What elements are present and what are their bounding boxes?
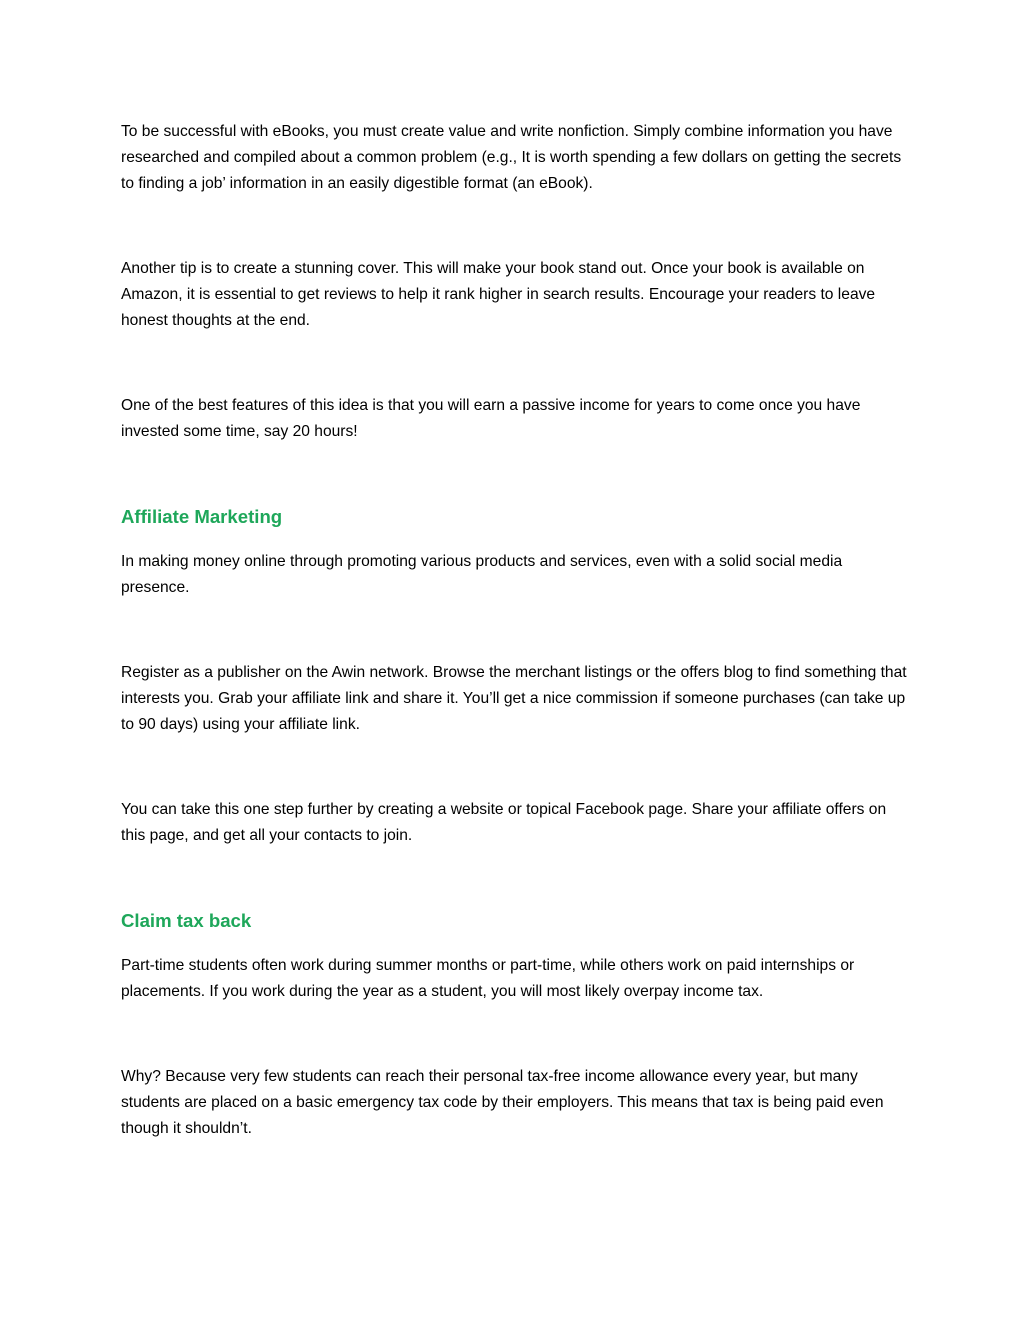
paragraph-ebooks-value: To be successful with eBooks, you must create value and write nonfiction. Simply combine information you have researched and compiled about a common problem (e.g., It is worth spending a few dollars on getting the secrets to finding a job’ information in an easily digestible format (an eBook). bbox=[121, 123, 902, 192]
paragraph-emergency-tax-code: Why? Because very few students can reach their personal tax-free income allowance every year, but many students are placed on a basic emergency tax code by their employers. This means that tax is being paid even though it shouldn’t. bbox=[121, 1068, 884, 1137]
paragraph-part-time-students: Part-time students often work during summer months or part-time, while others work on paid internships or placements. If you work during the year as a student, you will most likely overpay income tax. bbox=[121, 957, 855, 1000]
document-page bbox=[121, 119, 911, 1142]
paragraph-facebook-page: You can take this one step further by creating a website or topical Facebook page. Share your affiliate offers on this page, and get all your contacts to join. bbox=[121, 801, 887, 844]
paragraph-stunning-cover: Another tip is to create a stunning cover. This will make your book stand out. Once your book is available on Amazon, it is essential to get reviews to help it rank higher in search results. Encourage your readers to leave honest thoughts at the end. bbox=[121, 260, 876, 329]
heading-affiliate-marketing: Affiliate Marketing bbox=[121, 506, 283, 527]
paragraph-awin-network: Register as a publisher on the Awin network. Browse the merchant listings or the offers blog to find something that interests you. Grab your affiliate link and share it. You’ll get a nice commission if someone purchases (can take up to 90 days) using your affiliate link. bbox=[121, 664, 907, 733]
heading-claim-tax-back: Claim tax back bbox=[121, 910, 252, 931]
paragraph-affiliate-intro: In making money online through promoting various products and services, even with a solid social media presence. bbox=[121, 553, 843, 596]
paragraph-passive-income: One of the best features of this idea is that you will earn a passive income for years to come once you have invested some time, say 20 hours! bbox=[121, 397, 861, 440]
